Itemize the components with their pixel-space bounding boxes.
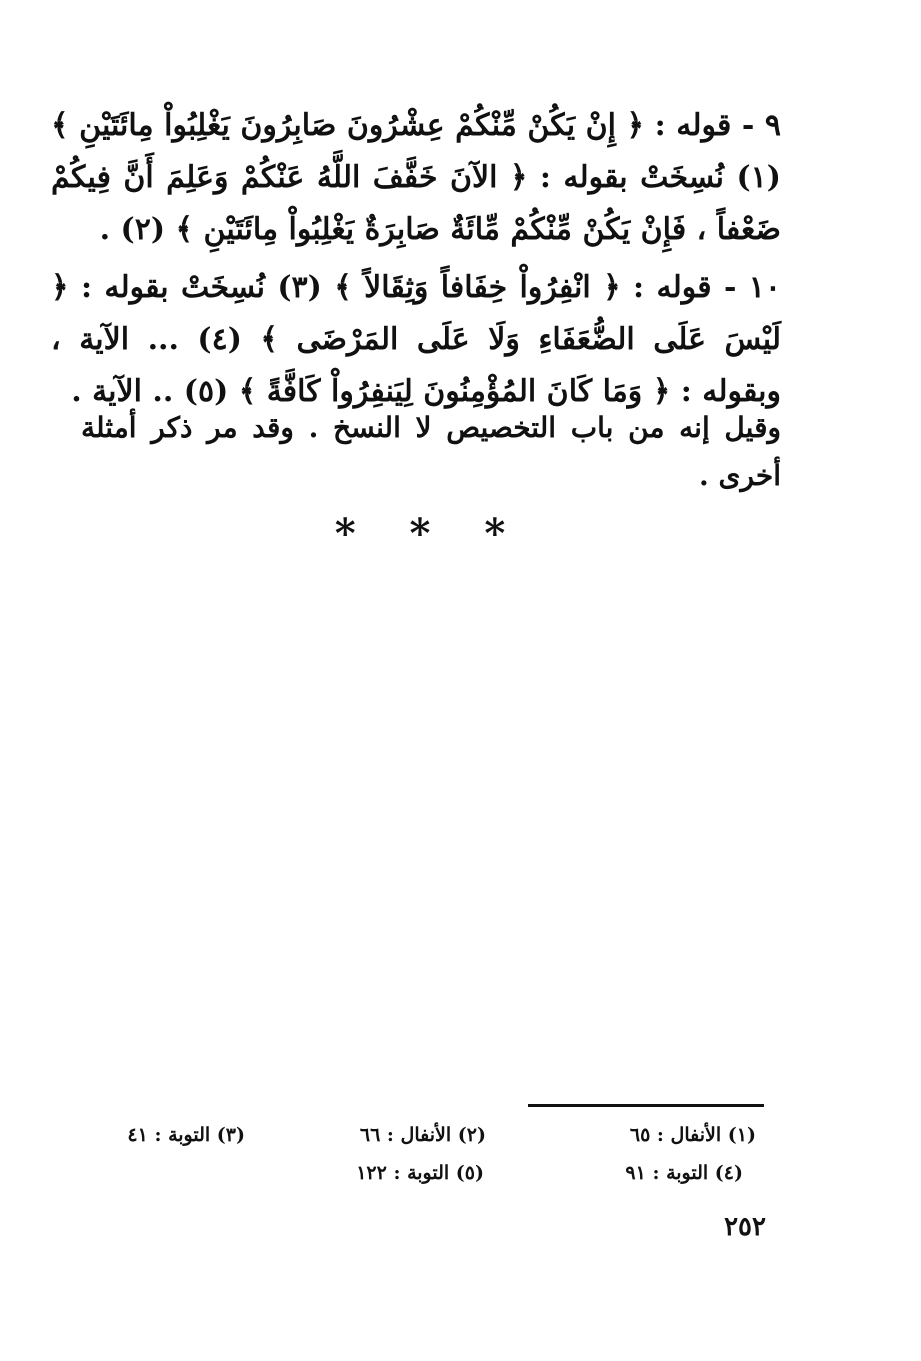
footnote-1: (١) الأنفال : ٦٥: [629, 1124, 756, 1146]
paragraph-note: وقيل إنه من باب التخصيص لا النسخ . وقد مر ذكر أمثلة أخرى .: [81, 411, 781, 492]
paragraph-verse-9: ٩ - قوله : ﴿ إِنْ يَكُنْ مِّنْكُمْ عِشْرُونَ صَابِرُونَ يَغْلِبُواْ مِائَتَيْنِ ﴾ (١) نُسِخَتْ بقوله : ﴿ الآنَ خَفَّفَ اللَّهُ عَنْكُمْ وَعَلِمَ أَنَّ فِيكُمْ ضَعْفاً ، فَإِنْ يَكُنْ مِّنْكُمْ مِّائَةٌ صَابِرَةٌ يَغْلِبُواْ مِائَتَيْنِ ﴾ (٢) .: [51, 108, 781, 247]
page-number: ٢٥٢: [724, 1212, 766, 1242]
section-separator: * * *: [334, 510, 506, 557]
footnote-divider: [528, 1104, 764, 1107]
paragraph-verse-10: ١٠ - قوله : ﴿ انْفِرُواْ خِفَافاً وَثِقَالاً ﴾ (٣) نُسِخَتْ بقوله : ﴿ لَيْسَ عَلَى الضُّعَفَاءِ وَلَا عَلَى المَرْضَى ﴾ (٤) ... الآية ، وبقوله : ﴿ وَمَا كَانَ المُؤْمِنُونَ لِيَنفِرُواْ كَافَّةً ﴾ (٥) .. الآية .: [51, 270, 781, 409]
footnote-3: (٣) التوبة : ٤١: [127, 1124, 245, 1146]
footnote-4: (٤) التوبة : ٩١: [625, 1162, 743, 1184]
footnote-2: (٢) الأنفال : ٦٦: [359, 1124, 486, 1146]
footnote-5: (٥) التوبة : ١٢٢: [356, 1162, 484, 1184]
